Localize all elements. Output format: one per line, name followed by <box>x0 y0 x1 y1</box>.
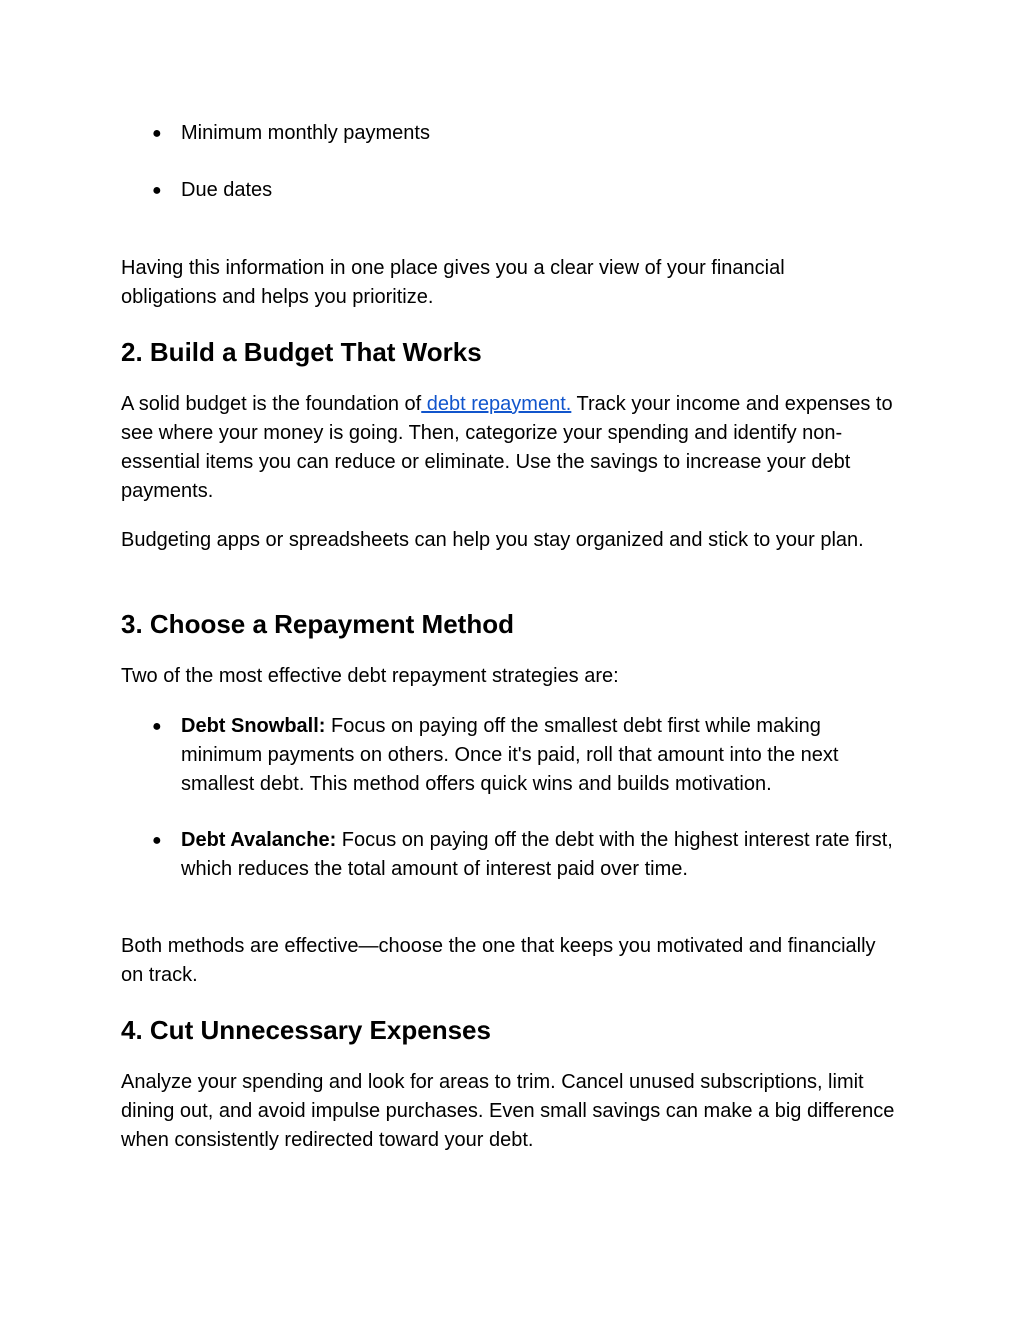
avalanche-label: Debt Avalanche: <box>181 829 337 851</box>
budget-text-after-link: Track your income and expenses to see where your money is going. Then, categorize your spending and identify non-essential items you can reduce or eliminate. Use the savings to increase your debt payments. <box>121 393 893 502</box>
list-item-text: Due dates <box>181 179 273 201</box>
bullet-icon: ● <box>152 182 162 199</box>
debt-repayment-link[interactable]: debt repayment. <box>421 393 572 415</box>
section-heading: 4. Cut Unnecessary Expenses <box>121 1015 491 1045</box>
budget-text-before-link: A solid budget is the foundation of <box>121 393 422 415</box>
bullet-icon: ● <box>152 718 162 735</box>
expenses-paragraph: Analyze your spending and look for areas to trim. Cancel unused subscriptions, limit dining out, and avoid impulse purchases. Even small savings can make a big difference when consistently redirected toward your debt. <box>121 1071 895 1151</box>
methods-closing-paragraph: Both methods are effective—choose the one that keeps you motivated and financially on track. <box>121 935 876 986</box>
list-item <box>121 826 901 884</box>
snowball-label: Debt Snowball: <box>181 715 326 737</box>
section-heading: 3. Choose a Repayment Method <box>121 609 514 639</box>
list-item <box>121 119 901 148</box>
bullet-icon: ● <box>152 832 162 849</box>
section-heading: 2. Build a Budget That Works <box>121 337 482 367</box>
list-item-text: Minimum monthly payments <box>181 122 430 144</box>
list-item <box>121 176 901 205</box>
budget-paragraph <box>121 390 901 506</box>
intro-paragraph: Having this information in one place gives you a clear view of your financial obligations and helps you prioritize. <box>121 257 785 308</box>
avalanche-description: Focus on paying off the debt with the highest interest rate first, which reduces the total amount of interest paid over time. <box>181 829 893 880</box>
repayment-intro-paragraph: Two of the most effective debt repayment strategies are: <box>121 665 619 687</box>
list-item <box>121 712 901 799</box>
snowball-description: Focus on paying off the smallest debt first while making minimum payments on others. Once it's paid, roll that amount into the next smallest debt. This method offers quick wins and builds motivation. <box>181 715 839 795</box>
budgeting-apps-paragraph: Budgeting apps or spreadsheets can help you stay organized and stick to your plan. <box>121 529 864 551</box>
bullet-icon: ● <box>152 125 162 142</box>
